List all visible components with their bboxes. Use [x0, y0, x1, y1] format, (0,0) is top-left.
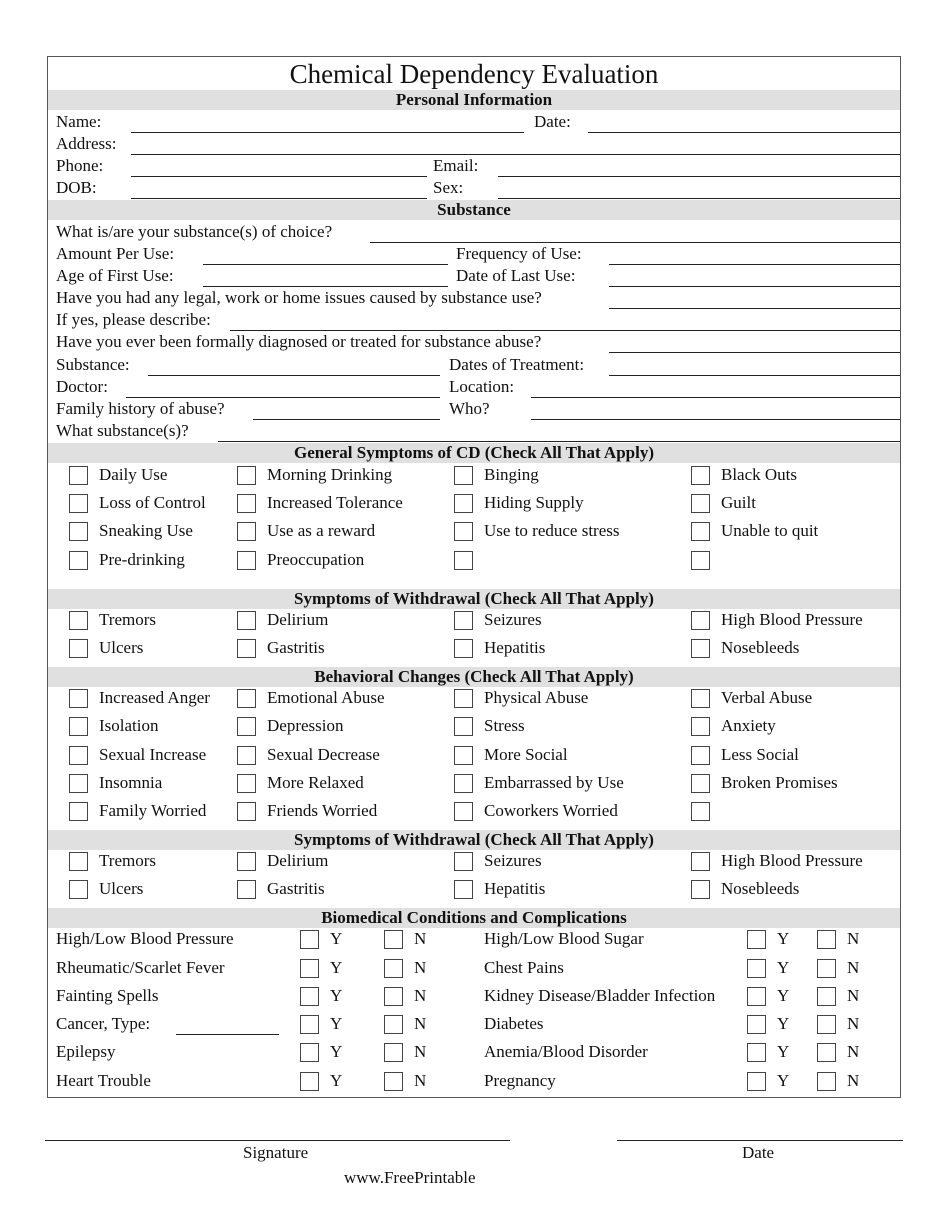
- condition-no-checkbox[interactable]: [384, 959, 403, 978]
- condition-no-label: N: [414, 1014, 427, 1033]
- condition-yes-label: Y: [330, 1071, 343, 1090]
- behavioral-change-checkbox[interactable]: [454, 802, 473, 821]
- general-symptom-checkbox[interactable]: [237, 466, 256, 485]
- condition-no-label: N: [847, 1071, 860, 1090]
- condition-no-label: N: [847, 929, 860, 948]
- footer-website: www.FreePrintable: [344, 1168, 476, 1187]
- behavioral-change-checkbox[interactable]: [691, 802, 710, 821]
- section-behavioral-changes: Behavioral Changes (Check All That Apply): [48, 667, 900, 687]
- email-field[interactable]: [498, 176, 900, 177]
- behavioral-change-checkbox[interactable]: [454, 774, 473, 793]
- behavioral-change-label: Coworkers Worried: [484, 801, 618, 820]
- condition-yes-checkbox[interactable]: [300, 1043, 319, 1062]
- name-label: Name:: [56, 112, 102, 131]
- general-symptom-checkbox[interactable]: [69, 466, 88, 485]
- describe-label: If yes, please describe:: [56, 310, 211, 329]
- who-label: Who?: [449, 399, 490, 418]
- behavioral-change-checkbox[interactable]: [69, 746, 88, 765]
- behavioral-change-checkbox[interactable]: [237, 689, 256, 708]
- date-label: Date:: [534, 112, 571, 131]
- general-symptom-label: Use to reduce stress: [484, 521, 620, 540]
- condition-no-label: N: [847, 986, 860, 1005]
- section-withdrawal-symptoms: Symptoms of Withdrawal (Check All That Apply): [48, 589, 900, 609]
- general-symptom-checkbox[interactable]: [237, 551, 256, 570]
- behavioral-change-label: Broken Promises: [721, 773, 838, 792]
- frequency-field[interactable]: [609, 264, 900, 265]
- section-withdrawal-symptoms-2: Symptoms of Withdrawal (Check All That Apply): [48, 830, 900, 850]
- behavioral-change-label: Physical Abuse: [484, 688, 589, 707]
- condition-label: High/Low Blood Pressure: [56, 929, 234, 948]
- withdrawal-symptom-checkbox[interactable]: [69, 639, 88, 658]
- general-symptom-label: Sneaking Use: [99, 521, 193, 540]
- behavioral-change-label: Verbal Abuse: [721, 688, 813, 707]
- condition-no-label: N: [414, 958, 427, 977]
- condition-yes-label: Y: [777, 1071, 790, 1090]
- general-symptom-checkbox[interactable]: [69, 494, 88, 513]
- condition-label: Kidney Disease/Bladder Infection: [484, 986, 716, 1005]
- withdrawal-symptom-2-label: Tremors: [99, 851, 156, 870]
- behavioral-change-checkbox[interactable]: [69, 689, 88, 708]
- withdrawal-symptom-checkbox[interactable]: [454, 611, 473, 630]
- withdrawal-symptom-checkbox[interactable]: [69, 611, 88, 630]
- legal-issues-field[interactable]: [609, 308, 900, 309]
- behavioral-change-label: More Relaxed: [267, 773, 364, 792]
- general-symptom-checkbox[interactable]: [691, 466, 710, 485]
- treatment-substance-field[interactable]: [148, 375, 440, 376]
- behavioral-change-checkbox[interactable]: [691, 689, 710, 708]
- withdrawal-symptom-label: Gastritis: [267, 638, 325, 657]
- behavioral-change-label: Increased Anger: [99, 688, 210, 707]
- family-history-label: Family history of abuse?: [56, 399, 225, 418]
- section-substance: Substance: [48, 200, 900, 220]
- general-symptom-checkbox[interactable]: [691, 494, 710, 513]
- family-history-field[interactable]: [253, 419, 440, 420]
- condition-label: Epilepsy: [56, 1042, 116, 1061]
- amount-field[interactable]: [203, 264, 448, 265]
- condition-no-checkbox[interactable]: [384, 930, 403, 949]
- phone-field[interactable]: [131, 176, 427, 177]
- withdrawal-symptom-2-checkbox[interactable]: [454, 852, 473, 871]
- dob-field[interactable]: [131, 198, 427, 199]
- behavioral-change-label: Emotional Abuse: [267, 688, 385, 707]
- behavioral-change-checkbox[interactable]: [691, 717, 710, 736]
- behavioral-change-label: Anxiety: [721, 716, 776, 735]
- general-symptom-label: Black Outs: [721, 465, 798, 484]
- condition-no-checkbox[interactable]: [817, 1072, 836, 1091]
- condition-label: Rheumatic/Scarlet Fever: [56, 958, 225, 977]
- diagnosed-label: Have you ever been formally diagnosed or treated for substance abuse?: [56, 332, 542, 351]
- withdrawal-symptom-2-label: Nosebleeds: [721, 879, 800, 898]
- withdrawal-symptom-2-checkbox[interactable]: [69, 880, 88, 899]
- what-substances-label: What substance(s)?: [56, 421, 189, 440]
- condition-no-label: N: [414, 1071, 427, 1090]
- behavioral-change-checkbox[interactable]: [454, 717, 473, 736]
- general-symptom-checkbox[interactable]: [69, 551, 88, 570]
- withdrawal-symptom-2-checkbox[interactable]: [237, 852, 256, 871]
- behavioral-change-label: Sexual Decrease: [267, 745, 380, 764]
- location-label: Location:: [449, 377, 515, 396]
- behavioral-change-checkbox[interactable]: [69, 717, 88, 736]
- condition-no-checkbox[interactable]: [384, 1043, 403, 1062]
- general-symptom-checkbox[interactable]: [454, 494, 473, 513]
- withdrawal-symptom-2-checkbox[interactable]: [691, 852, 710, 871]
- evaluation-form: [47, 56, 901, 1098]
- name-field[interactable]: [131, 132, 524, 133]
- frequency-label: Frequency of Use:: [456, 244, 582, 263]
- condition-yes-label: Y: [777, 929, 790, 948]
- condition-yes-checkbox[interactable]: [747, 1072, 766, 1091]
- general-symptom-checkbox[interactable]: [69, 522, 88, 541]
- sex-label: Sex:: [433, 178, 464, 197]
- general-symptom-label: Loss of Control: [99, 493, 206, 512]
- condition-yes-checkbox[interactable]: [300, 930, 319, 949]
- condition-yes-checkbox[interactable]: [747, 959, 766, 978]
- condition-yes-label: Y: [777, 1042, 790, 1061]
- withdrawal-symptom-2-label: Hepatitis: [484, 879, 546, 898]
- condition-no-checkbox[interactable]: [384, 1072, 403, 1091]
- sex-field[interactable]: [498, 198, 900, 199]
- withdrawal-symptom-label: Ulcers: [99, 638, 144, 657]
- general-symptom-label: Preoccupation: [267, 550, 365, 569]
- age-first-use-field[interactable]: [203, 286, 448, 287]
- behavioral-change-label: More Social: [484, 745, 568, 764]
- behavioral-change-label: Isolation: [99, 716, 159, 735]
- condition-no-label: N: [414, 986, 427, 1005]
- behavioral-change-checkbox[interactable]: [69, 802, 88, 821]
- withdrawal-symptom-checkbox[interactable]: [691, 611, 710, 630]
- behavioral-change-label: Stress: [484, 716, 525, 735]
- address-field[interactable]: [131, 154, 900, 155]
- withdrawal-symptom-2-checkbox[interactable]: [454, 880, 473, 899]
- doctor-field[interactable]: [126, 397, 440, 398]
- behavioral-change-checkbox[interactable]: [237, 746, 256, 765]
- condition-label: Heart Trouble: [56, 1071, 151, 1090]
- condition-no-label: N: [414, 929, 427, 948]
- condition-label: High/Low Blood Sugar: [484, 929, 644, 948]
- condition-yes-label: Y: [777, 958, 790, 977]
- condition-yes-checkbox[interactable]: [747, 1043, 766, 1062]
- condition-yes-label: Y: [330, 986, 343, 1005]
- condition-yes-label: Y: [777, 986, 790, 1005]
- condition-label: Chest Pains: [484, 958, 564, 977]
- signature-date-field[interactable]: [617, 1140, 903, 1141]
- date-last-use-label: Date of Last Use:: [456, 266, 576, 285]
- behavioral-change-checkbox[interactable]: [69, 774, 88, 793]
- age-first-use-label: Age of First Use:: [56, 266, 174, 285]
- condition-label: Pregnancy: [484, 1071, 556, 1090]
- condition-label: Cancer, Type:: [56, 1014, 151, 1033]
- dob-label: DOB:: [56, 178, 97, 197]
- condition-yes-label: Y: [330, 1014, 343, 1033]
- dates-treatment-field[interactable]: [609, 375, 900, 376]
- doctor-label: Doctor:: [56, 377, 108, 396]
- signature-label: Signature: [243, 1143, 309, 1162]
- condition-no-label: N: [847, 1042, 860, 1061]
- withdrawal-symptom-checkbox[interactable]: [237, 639, 256, 658]
- withdrawal-symptom-2-checkbox[interactable]: [237, 880, 256, 899]
- legal-issues-label: Have you had any legal, work or home issues caused by substance use?: [56, 288, 542, 307]
- condition-yes-checkbox[interactable]: [300, 1072, 319, 1091]
- behavioral-change-label: Sexual Increase: [99, 745, 207, 764]
- condition-label: Diabetes: [484, 1014, 544, 1033]
- withdrawal-symptom-checkbox[interactable]: [237, 611, 256, 630]
- behavioral-change-checkbox[interactable]: [237, 802, 256, 821]
- general-symptom-checkbox[interactable]: [691, 551, 710, 570]
- general-symptom-checkbox[interactable]: [454, 551, 473, 570]
- behavioral-change-checkbox[interactable]: [237, 717, 256, 736]
- condition-no-label: N: [847, 958, 860, 977]
- withdrawal-symptom-label: Tremors: [99, 610, 156, 629]
- withdrawal-symptom-label: Hepatitis: [484, 638, 546, 657]
- general-symptom-label: Unable to quit: [721, 521, 819, 540]
- behavioral-change-checkbox[interactable]: [454, 689, 473, 708]
- withdrawal-symptom-2-checkbox[interactable]: [69, 852, 88, 871]
- what-substances-field[interactable]: [218, 441, 900, 442]
- general-symptom-checkbox[interactable]: [691, 522, 710, 541]
- withdrawal-symptom-label: Nosebleeds: [721, 638, 800, 657]
- behavioral-change-checkbox[interactable]: [454, 746, 473, 765]
- condition-label: Fainting Spells: [56, 986, 159, 1005]
- withdrawal-symptom-2-label: Delirium: [267, 851, 329, 870]
- condition-yes-label: Y: [777, 1014, 790, 1033]
- behavioral-change-checkbox[interactable]: [691, 746, 710, 765]
- general-symptom-label: Hiding Supply: [484, 493, 584, 512]
- form-title: Chemical Dependency Evaluation: [289, 59, 659, 89]
- phone-label: Phone:: [56, 156, 104, 175]
- general-symptom-checkbox[interactable]: [454, 466, 473, 485]
- condition-no-label: N: [847, 1014, 860, 1033]
- general-symptom-label: Guilt: [721, 493, 756, 512]
- substance-choice-label: What is/are your substance(s) of choice?: [56, 222, 333, 241]
- amount-label: Amount Per Use:: [56, 244, 175, 263]
- signature-date-label: Date: [742, 1143, 775, 1162]
- general-symptom-checkbox[interactable]: [237, 522, 256, 541]
- withdrawal-symptom-2-label: Ulcers: [99, 879, 144, 898]
- withdrawal-symptom-checkbox[interactable]: [691, 639, 710, 658]
- condition-yes-checkbox[interactable]: [300, 1015, 319, 1034]
- general-symptom-label: Use as a reward: [267, 521, 376, 540]
- general-symptom-label: Pre-drinking: [99, 550, 185, 569]
- withdrawal-symptom-2-checkbox[interactable]: [691, 880, 710, 899]
- email-label: Email:: [433, 156, 479, 175]
- condition-yes-checkbox[interactable]: [300, 959, 319, 978]
- withdrawal-symptom-2-label: Gastritis: [267, 879, 325, 898]
- treatment-substance-label: Substance:: [56, 355, 130, 374]
- condition-yes-label: Y: [330, 1042, 343, 1061]
- condition-no-checkbox[interactable]: [817, 987, 836, 1006]
- condition-yes-checkbox[interactable]: [300, 987, 319, 1006]
- who-field[interactable]: [531, 419, 900, 420]
- cancer-type-field[interactable]: [176, 1034, 279, 1035]
- condition-yes-checkbox[interactable]: [747, 987, 766, 1006]
- behavioral-change-label: Insomnia: [99, 773, 163, 792]
- withdrawal-symptom-2-label: Seizures: [484, 851, 542, 870]
- dates-treatment-label: Dates of Treatment:: [449, 355, 585, 374]
- behavioral-change-label: Less Social: [721, 745, 799, 764]
- behavioral-change-label: Depression: [267, 716, 344, 735]
- withdrawal-symptom-2-label: High Blood Pressure: [721, 851, 863, 870]
- condition-no-checkbox[interactable]: [817, 1015, 836, 1034]
- behavioral-change-label: Family Worried: [99, 801, 207, 820]
- condition-yes-checkbox[interactable]: [747, 930, 766, 949]
- signature-field[interactable]: [45, 1140, 510, 1141]
- withdrawal-symptom-checkbox[interactable]: [454, 639, 473, 658]
- location-field[interactable]: [531, 397, 900, 398]
- behavioral-change-checkbox[interactable]: [691, 774, 710, 793]
- condition-no-label: N: [414, 1042, 427, 1061]
- section-general-symptoms: General Symptoms of CD (Check All That Apply): [48, 443, 900, 463]
- condition-label: Anemia/Blood Disorder: [484, 1042, 648, 1061]
- behavioral-change-label: Embarrassed by Use: [484, 773, 624, 792]
- describe-field[interactable]: [230, 330, 900, 331]
- condition-no-checkbox[interactable]: [817, 930, 836, 949]
- behavioral-change-checkbox[interactable]: [237, 774, 256, 793]
- condition-no-checkbox[interactable]: [384, 1015, 403, 1034]
- address-label: Address:: [56, 134, 117, 153]
- withdrawal-symptom-label: Delirium: [267, 610, 329, 629]
- general-symptom-label: Daily Use: [99, 465, 168, 484]
- section-biomedical-conditions: Biomedical Conditions and Complications: [48, 908, 900, 928]
- general-symptom-label: Morning Drinking: [267, 465, 393, 484]
- withdrawal-symptom-label: Seizures: [484, 610, 542, 629]
- diagnosed-field[interactable]: [609, 352, 900, 353]
- general-symptom-label: Increased Tolerance: [267, 493, 403, 512]
- condition-yes-label: Y: [330, 958, 343, 977]
- section-personal-information: Personal Information: [48, 90, 900, 110]
- general-symptom-checkbox[interactable]: [454, 522, 473, 541]
- condition-no-checkbox[interactable]: [817, 1043, 836, 1062]
- condition-yes-label: Y: [330, 929, 343, 948]
- behavioral-change-label: Friends Worried: [267, 801, 378, 820]
- date-last-use-field[interactable]: [609, 286, 900, 287]
- condition-no-checkbox[interactable]: [384, 987, 403, 1006]
- condition-no-checkbox[interactable]: [817, 959, 836, 978]
- general-symptom-label: Binging: [484, 465, 539, 484]
- withdrawal-symptom-label: High Blood Pressure: [721, 610, 863, 629]
- general-symptom-checkbox[interactable]: [237, 494, 256, 513]
- substance-choice-field[interactable]: [370, 242, 900, 243]
- date-field[interactable]: [588, 132, 900, 133]
- condition-yes-checkbox[interactable]: [747, 1015, 766, 1034]
